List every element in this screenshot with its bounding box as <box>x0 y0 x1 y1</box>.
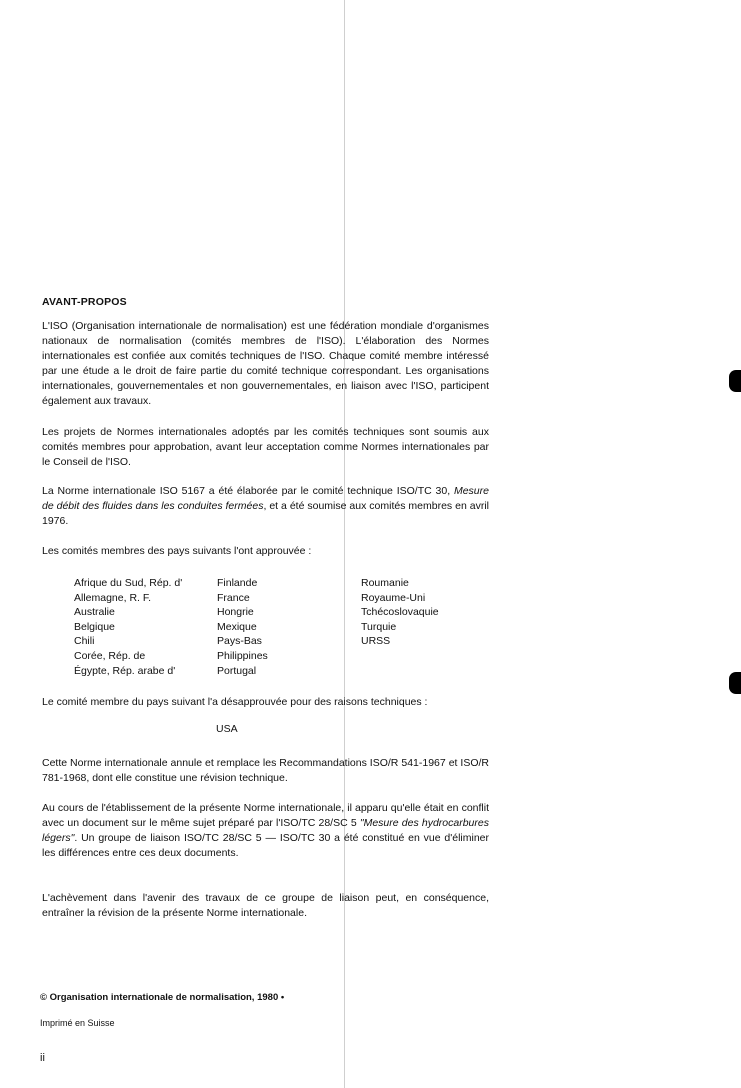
page-number: ii <box>40 1052 45 1064</box>
imprint-notice: Imprimé en Suisse <box>40 1018 115 1028</box>
country-item: Belgique <box>74 620 115 633</box>
disapproving-country: USA <box>216 723 238 735</box>
section-heading: AVANT-PROPOS <box>42 296 127 308</box>
country-item: Roumanie <box>361 577 409 589</box>
country-item: Royaume-Uni <box>361 591 426 604</box>
paragraph-supersedes: Cette Norme internationale annule et remplace les Recommandations ISO/R 541-1967 et ISO/R 781-1968, dont elle constitue une révision technique. <box>42 757 489 784</box>
country-item: Hongrie <box>217 606 254 619</box>
copyright-notice: © Organisation internationale de normalisation, 1980 • <box>40 992 285 1003</box>
country-item: Australie <box>74 606 115 619</box>
paragraph-approval-process: Les projets de Normes internationales adoptés par les comités techniques sont soumis aux comités membres pour approbation, avant leur acceptation comme Normes internationales par le Conseil de l'ISO. <box>42 426 489 468</box>
country-column-3 <box>361 576 439 649</box>
punch-hole-lower <box>729 672 741 694</box>
document-title-italic: "Mesure des hydrocarbures légers" <box>42 817 489 844</box>
country-item: Égypte, Rép. arabe d' <box>74 664 176 677</box>
paragraph-future-revision: L'achèvement dans l'avenir des travaux de ce groupe de liaison peut, en conséquence, entraîner la révision de la présente Norme internationale. <box>42 892 489 919</box>
country-item: Chili <box>74 635 95 648</box>
country-item: Philippines <box>217 649 268 662</box>
country-item: Corée, Rép. de <box>74 649 146 662</box>
conflict-text-b: . Un groupe de liaison ISO/TC 28/SC 5 — ISO/TC 30 a été constitué en vue d'éliminer les différences entre ces deux documents. <box>42 832 489 859</box>
country-item: Portugal <box>217 664 257 677</box>
standard-origin-text-a: La Norme internationale ISO 5167 a été élaborée par le comité technique ISO/TC 30, <box>42 485 451 497</box>
conflict-text-a: Au cours de l'établissement de la présente Norme internationale, il apparu qu'elle était en conflit avec un document sur le même sujet préparé par l'ISO/TC 28/SC 5 <box>42 802 489 829</box>
disapproval-intro: Le comité membre du pays suivant l'a désapprouvée pour des raisons techniques : <box>42 696 428 708</box>
country-column-1 <box>74 576 182 678</box>
country-item: Turquie <box>361 620 397 633</box>
country-item: Allemagne, R. F. <box>74 591 152 604</box>
country-item: Pays-Bas <box>217 635 262 648</box>
country-column-2 <box>217 576 268 678</box>
punch-hole-upper <box>729 370 741 392</box>
paragraph-conflict <box>42 801 489 861</box>
standard-origin-text-b: , et a été soumise aux comités membres en avril 1976. <box>42 500 490 527</box>
country-item: Tchécoslovaquie <box>361 606 439 619</box>
paragraph-standard-origin <box>42 484 489 529</box>
country-item: URSS <box>361 635 391 648</box>
committee-title-italic: Mesure de débit des fluides dans les conduites fermées <box>42 485 489 512</box>
approval-intro: Les comités membres des pays suivants l'ont approuvée : <box>42 545 312 557</box>
country-item: Finlande <box>217 577 258 589</box>
paragraph-iso-intro: L'ISO (Organisation internationale de normalisation) est une fédération mondiale d'organismes nationaux de normalisation (comités membres de l'ISO). L'élaboration des Normes internationales est confiée aux comités techniques de l'ISO. Chaque comité membre intéressé par une étude a le droit de faire partie du comité technique correspondant. Les organisations internationales, gouvernementales et non gouvernementales, en liaison avec l'ISO, participent également aux travaux. <box>42 320 489 407</box>
country-item: Mexique <box>217 620 257 633</box>
country-item: Afrique du Sud, Rép. d' <box>74 577 183 589</box>
country-item: France <box>217 591 250 604</box>
